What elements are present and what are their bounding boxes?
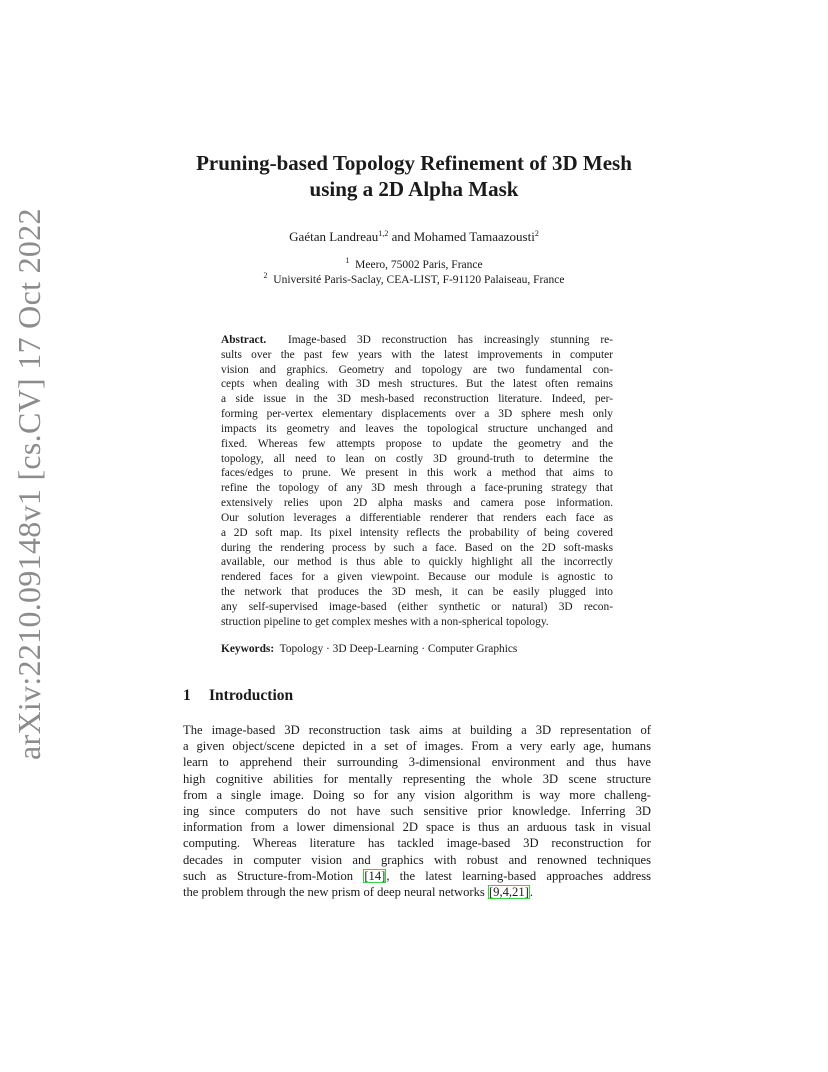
affiliations: [150, 258, 678, 288]
body-line: information from a lower dimensional 2D space is thus an arduous task in visual: [183, 820, 651, 835]
abstract-line: refine the topology of any 3D mesh through a face-pruning strategy that: [221, 482, 613, 495]
abstract-line: available, our method is thus able to quickly highlight all the incorrectly: [221, 556, 613, 569]
title-line-1: Pruning-based Topology Refinement of 3D Mesh: [196, 151, 632, 175]
section-title: Introduction: [209, 687, 294, 704]
abstract-line: during the rendering process by such a face. Based on the 2D soft-masks: [221, 541, 613, 554]
body-line: ing since computers do not have such sensitive prior knowledge. Inferring 3D: [183, 803, 651, 818]
citation-link-group[interactable]: [9,4,21]: [488, 884, 529, 899]
abstract-line: struction pipeline to get complex meshes with a non-spherical topology.: [221, 615, 549, 628]
abstract-line: a side issue in the 3D mesh-based reconstruction literature. Indeed, per-: [221, 393, 613, 406]
body-line: computing. Whereas literature has tackled image-based 3D reconstruction for: [183, 836, 651, 851]
abstract-line: forming per-vertex elementary displacements over a 3D sphere mesh only: [221, 408, 613, 421]
paper-title: [150, 150, 678, 202]
author-list: [150, 229, 678, 245]
abstract-line: sults over the past few years with the latest improvements in computer: [221, 348, 613, 361]
affiliation-1: $^1$ Meero, 75002 Paris, France: [345, 256, 483, 271]
body-line: high cognitive abilities for mentally representing the whole 3D scene structure: [183, 771, 651, 786]
abstract-line: fixed. Whereas few attempts propose to update the geometry and the: [221, 437, 613, 450]
author-1: Gaétan Landreau: [289, 229, 379, 244]
arxiv-side-stamp: arXiv:2210.09148v1 [cs.CV] 17 Oct 2022: [11, 208, 47, 760]
abstract-line: extensively relies upon 2D alpha masks and camera pose information.: [221, 497, 613, 510]
section-heading: [183, 686, 293, 706]
author-2: and Mohamed Tamaazousti: [388, 229, 535, 244]
abstract-line: vision and graphics. Geometry and topology are two fundamental con-: [221, 363, 613, 376]
abstract-line: faces/edges to prune. We present in this work a method that aims to: [221, 467, 613, 480]
abstract-line: a 2D soft map. Its pixel intensity reflects the probability of being covered: [221, 526, 613, 539]
abstract-line: Our solution leverages a differentiable renderer that renders each face as: [221, 511, 613, 524]
intro-paragraph: [183, 722, 651, 900]
abstract-label: Abstract.: [221, 334, 267, 346]
section-number: 1: [183, 687, 191, 704]
abstract-line: cepts when dealing with 3D mesh structures. But the latest often remains: [221, 378, 613, 391]
author-1-affil-sup: 1,2: [378, 229, 389, 238]
body-line: such as Structure-from-Motion [14], the latest learning-based approaches address: [183, 868, 651, 883]
body-line: the problem through the new prism of deep neural networks [9,4,21].: [183, 884, 533, 899]
citation-link-14[interactable]: [14]: [364, 868, 386, 883]
body-line: from a single image. Doing so for any vision algorithm is way more challeng-: [183, 787, 651, 802]
body-line: The image-based 3D reconstruction task aims at building a 3D representation of: [183, 723, 651, 737]
body-line: decades in computer vision and graphics with robust and renowned techniques: [183, 852, 651, 867]
abstract-line: Abstract. Image-based 3D reconstruction has increasingly stunning re-: [221, 334, 613, 346]
keywords-text: Topology · 3D Deep-Learning · Computer Graphics: [279, 643, 518, 655]
affiliation-2: $^2$ Université Paris-Saclay, CEA-LIST, F-91120 Palaiseau, France: [263, 271, 565, 286]
body-line: learn to apprehend their surrounding 3-dimensional environment and thus have: [183, 755, 651, 770]
abstract: [221, 333, 613, 630]
abstract-line: rendered faces for a given viewpoint. Because our module is agnostic to: [221, 571, 613, 584]
abstract-line: impacts its geometry and leaves the topological structure unchanged and: [221, 422, 613, 435]
body-line: a given object/scene depicted in a set of images. From a very early age, humans: [183, 739, 651, 754]
author-2-affil-sup: 2: [534, 229, 539, 238]
title-line-2: using a 2D Alpha Mask: [309, 177, 519, 201]
keywords-label: Keywords:: [221, 643, 275, 655]
keywords: [221, 642, 613, 657]
abstract-line: topology, all need to lean on costly 3D ground-truth to determine the: [221, 452, 613, 465]
abstract-line: the network that produces the 3D mesh, it can be easily plugged into: [221, 586, 613, 599]
abstract-line: any self-supervised image-based (either synthetic or natural) 3D recon-: [221, 600, 613, 613]
